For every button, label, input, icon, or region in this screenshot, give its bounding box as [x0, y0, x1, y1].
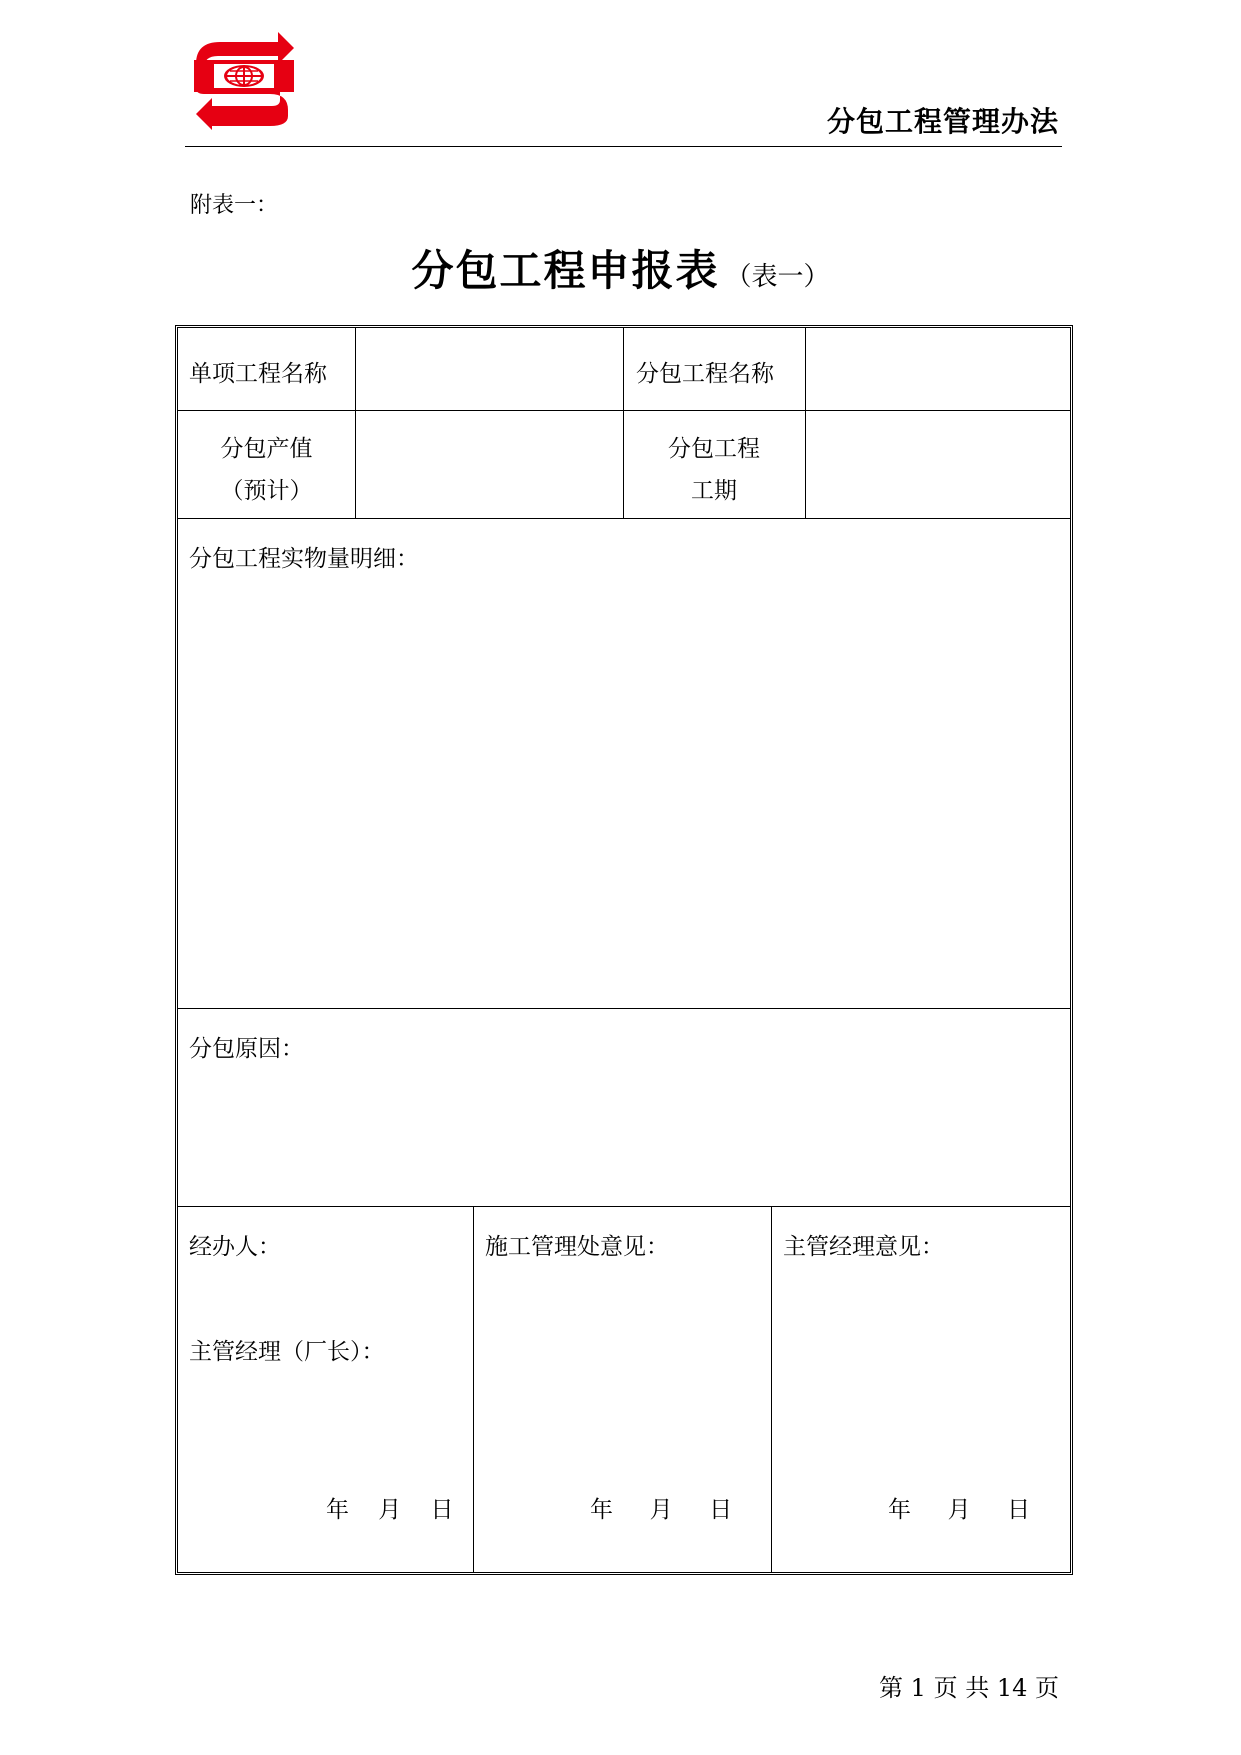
- attachment-label: 附表一：: [190, 193, 279, 218]
- column-divider: [355, 328, 356, 518]
- quantity-detail-area[interactable]: [178, 578, 1070, 1006]
- subcontract-project-name-label: 分包工程名称: [636, 361, 774, 387]
- subcontract-output-label-line1: 分包产值: [220, 436, 313, 462]
- header-divider: [185, 146, 1062, 147]
- row-divider: [178, 410, 1070, 411]
- subcontract-project-name-field[interactable]: [807, 328, 1069, 410]
- date-day: 日: [430, 1497, 454, 1523]
- date-year: 年: [590, 1497, 613, 1523]
- form-title-subtitle: （表一）: [725, 262, 830, 292]
- row-divider: [178, 1206, 1070, 1207]
- column-divider: [771, 1206, 772, 1572]
- manager-opinion-label: 主管经理意见：: [783, 1234, 944, 1260]
- row-divider: [178, 1008, 1070, 1009]
- date-day: 日: [1007, 1497, 1031, 1523]
- subcontract-period-label-line1: 分包工程: [668, 436, 760, 462]
- subcontract-period-label: [623, 428, 805, 512]
- form-title: [0, 238, 1241, 298]
- subcontract-output-field[interactable]: [357, 412, 622, 518]
- date-year: 年: [326, 1497, 349, 1523]
- subcontract-output-label-line2: （预计）: [220, 478, 313, 504]
- subcontract-reason-area[interactable]: [178, 1068, 1070, 1204]
- column-divider: [805, 328, 806, 518]
- construction-office-date: [590, 1491, 732, 1524]
- document-header-title: 分包工程管理办法: [826, 105, 1059, 138]
- date-day: 日: [709, 1497, 733, 1523]
- date-month: 月: [947, 1497, 971, 1523]
- date-year: 年: [888, 1497, 911, 1523]
- date-month: 月: [378, 1497, 402, 1523]
- subcontract-application-form: [175, 325, 1073, 1575]
- single-project-name-field[interactable]: [357, 328, 622, 410]
- single-project-name-label: 单项工程名称: [189, 361, 327, 387]
- form-title-main: 分包工程申报表: [411, 246, 720, 295]
- subcontract-period-field[interactable]: [807, 412, 1069, 518]
- handler-date: [326, 1491, 454, 1524]
- manager-opinion-date: [888, 1491, 1030, 1524]
- supervisor-label: 主管经理（厂长）：: [189, 1339, 385, 1365]
- row-divider: [178, 518, 1070, 519]
- column-divider: [473, 1206, 474, 1572]
- subcontract-reason-label: 分包原因：: [189, 1036, 304, 1062]
- page-number: 第 1 页 共 14 页: [879, 1674, 1059, 1702]
- company-logo-icon: [190, 30, 300, 130]
- handler-label: 经办人：: [189, 1234, 281, 1260]
- date-month: 月: [649, 1497, 673, 1523]
- subcontract-output-label: [178, 428, 355, 512]
- subcontract-period-label-line2: 工期: [691, 478, 737, 504]
- construction-office-opinion-label: 施工管理处意见：: [485, 1234, 669, 1260]
- quantity-detail-label: 分包工程实物量明细：: [189, 546, 419, 572]
